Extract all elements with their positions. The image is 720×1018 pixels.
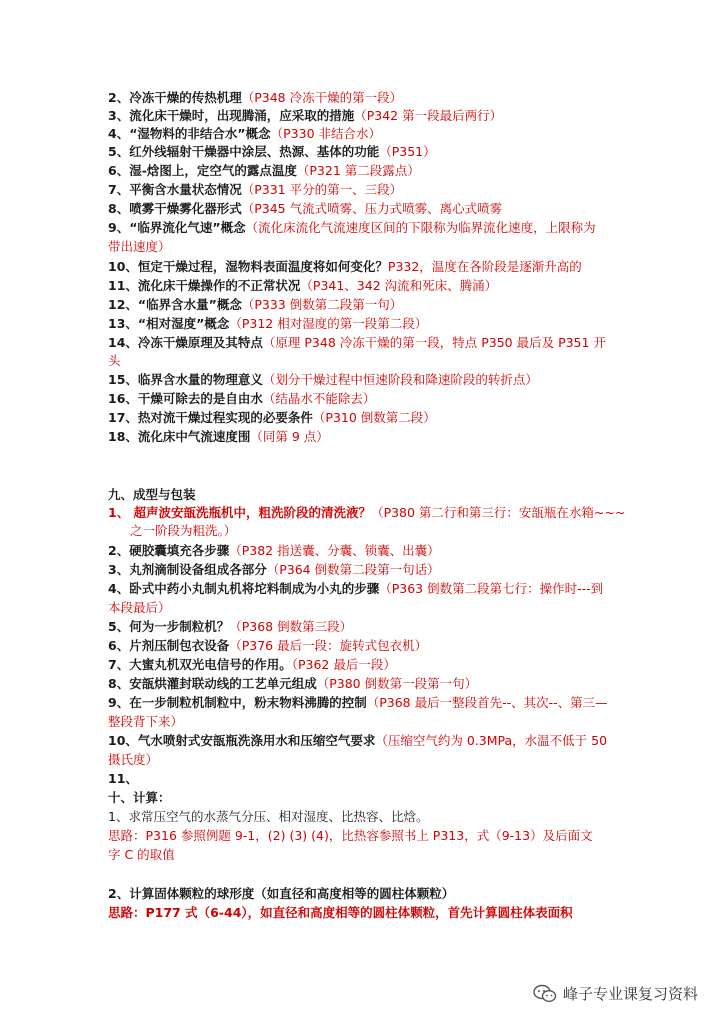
- item-9-2: 2、硬胶囊填充各步骤（P382 指送囊、分囊、锁囊、出囊）: [108, 543, 440, 558]
- item-9-8: 8、安瓿烘灌封联动线的工艺单元组成（P380 倒数第一段第一句）: [108, 676, 478, 691]
- item-8-10: 10、恒定干燥过程，湿物料表面温度将如何变化？P332，温度在各阶段是逐渐升高的: [108, 259, 582, 274]
- item-9-3: 3、丸剂滴制设备组成各部分（P364 倒数第二段第一句话）: [108, 562, 440, 577]
- item-8-11: 11、流化床干燥操作的不正常状况（P341、342 沟流和死床、腾涌）: [108, 278, 498, 293]
- item-9-10-cont: 摄氏度）: [108, 752, 159, 767]
- item-8-15: 15、临界含水量的物理意义（划分干燥过程中恒速阶段和降速阶段的转折点）: [108, 372, 538, 387]
- item-8-14: 14、冷冻干燥原理及其特点（原理 P348 冷冻干燥的第一段，特点 P350 最后及 P351 开: [108, 335, 606, 350]
- item-9-1: 1、 超声波安瓿洗瓶机中，粗洗阶段的清洗液？（P380 第二行和第三行：安瓿瓶在水箱~~~: [108, 505, 626, 520]
- calc-1-question: 1、求常压空气的水蒸气分压、相对湿度、比热容、比焓。: [108, 809, 429, 824]
- item-8-17: 17、热对流干燥过程实现的必要条件（P310 倒数第二段）: [108, 410, 436, 425]
- item-8-13: 13、“相对湿度”概念（P312 相对湿度的第一段第二段）: [108, 316, 428, 331]
- footer-watermark: [533, 983, 698, 1004]
- item-9-6: 6、片剂压制包衣设备（P376 最后一段：旋转式包衣机）: [108, 638, 428, 653]
- calc-1-answer-line-2: 字 C 的取值: [108, 847, 175, 862]
- item-8-6: 6、湿-焓图上，定空气的露点温度（P321 第二段露点）: [108, 163, 420, 178]
- section-9-title: 九、成型与包装: [108, 487, 196, 502]
- item-8-12: 12、“临界含水量”概念（P333 倒数第二段第一句）: [108, 297, 403, 312]
- item-9-9-cont: 整段背下来）: [108, 714, 184, 729]
- item-8-2: 2、冷冻干燥的传热机理（P348 冷冻干燥的第一段）: [108, 90, 403, 105]
- item-8-16: 16、干燥可除去的是自由水（结晶水不能除去）: [108, 391, 376, 406]
- item-9-7: 7、大蜜丸机双光电信号的作用。（P362 最后一段）: [108, 657, 396, 672]
- calc-2-question: 2、计算固体颗粒的球形度（如直径和高度相等的圆柱体颗粒）: [108, 886, 455, 901]
- item-8-3: 3、流化床干燥时，出现腾涌，应采取的措施（P342 第一段最后两行）: [108, 108, 503, 123]
- item-9-9: 9、在一步制粒机制粒中，粉末物料沸腾的控制（P368 最后一整段首先--、其次--、第三—: [108, 695, 608, 710]
- item-9-4-cont: 本段最后）: [108, 600, 171, 615]
- item-8-7: 7、平衡含水量状态情况（P331 平分的第一、三段）: [108, 182, 403, 197]
- item-8-9: 9、“临界流化气速”概念（流化床流化气流速度区间的下限称为临界流化速度，上限称为: [108, 220, 596, 235]
- item-9-11: 11、: [108, 771, 138, 786]
- item-9-5: 5、何为一步制粒机？（P368 倒数第三段）: [108, 619, 353, 634]
- item-8-18: 18、流化床中气流速度围（同第 9 点）: [108, 429, 329, 444]
- section-10-title: 十、计算：: [108, 790, 171, 805]
- wechat-icon: [533, 984, 557, 1004]
- item-8-5: 5、红外线辐射干燥器中涂层、热源、基体的功能（P351）: [108, 144, 436, 159]
- item-8-9-cont: 带出速度）: [108, 239, 171, 254]
- item-8-4: 4、“湿物料的非结合水”概念（P330 非结合水）: [108, 126, 382, 141]
- calc-2-answer-line-1: 思路：P177 式（6-44），如直径和高度相等的圆柱体颗粒，首先计算圆柱体表面积: [108, 905, 573, 920]
- footer-text: 峰子专业课复习资料: [562, 985, 698, 1003]
- item-8-8: 8、喷雾干燥雾化器形式（P345 气流式喷雾、压力式喷雾、离心式喷雾: [108, 201, 503, 216]
- item-8-14-cont: 头: [108, 353, 121, 368]
- item-9-4: 4、卧式中药小丸制丸机将坨料制成为小丸的步骤（P363 倒数第二段第七行：操作时---到: [108, 581, 604, 596]
- item-9-1-cont: 之一阶段为粗洗。）: [130, 523, 237, 538]
- item-9-10: 10、气水喷射式安瓿瓶洗涤用水和压缩空气要求（压缩空气约为 0.3MPa，水温不低于 50: [108, 733, 608, 748]
- calc-1-answer-line-1: 思路：P316 参照例题 9-1，(2) (3) (4)，比热容参照书上 P313，式（9-13）及后面文: [108, 828, 593, 843]
